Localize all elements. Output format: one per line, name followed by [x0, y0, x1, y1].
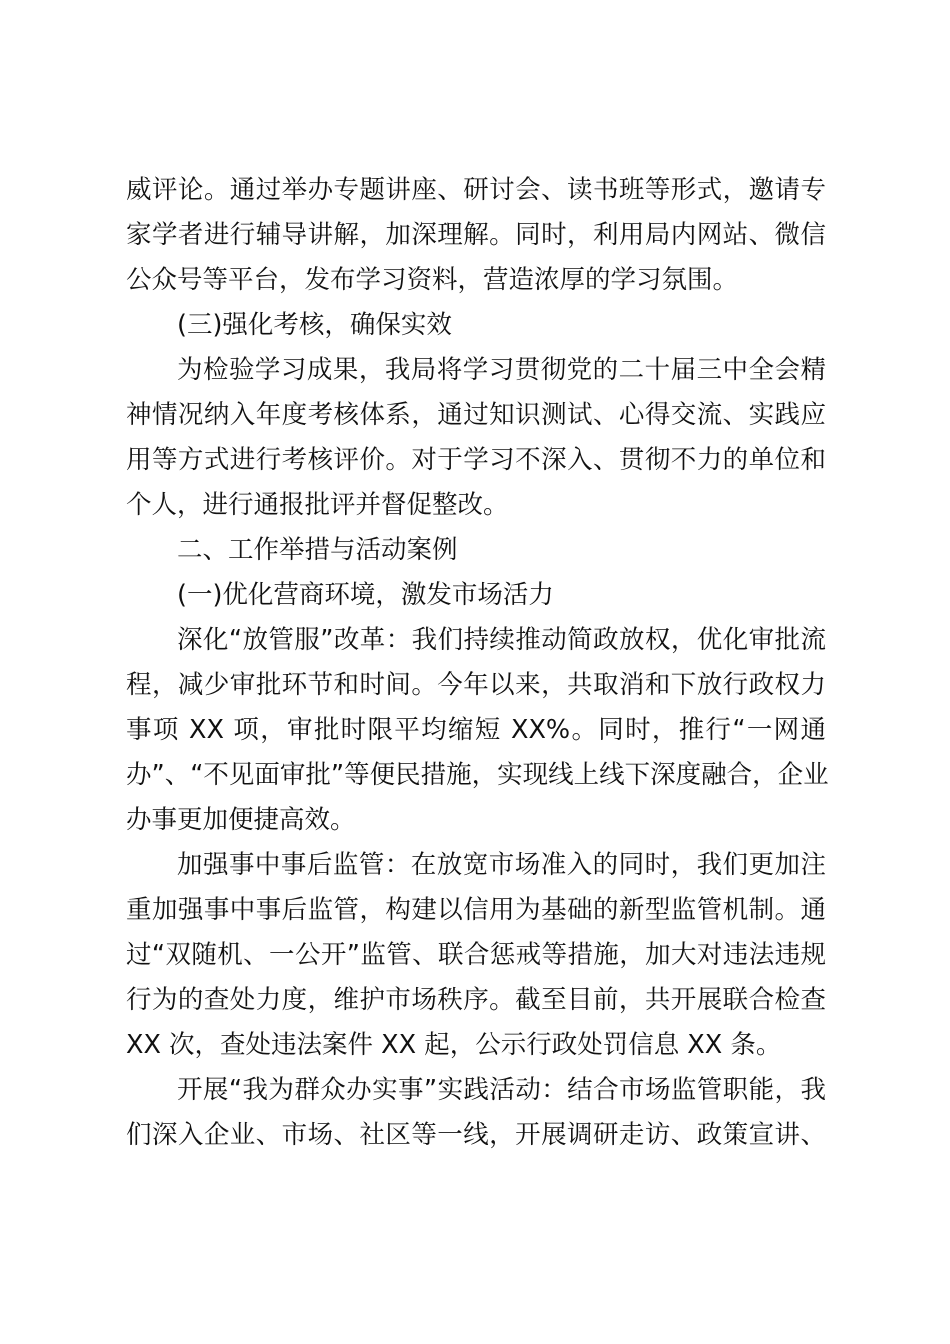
text-line: 开展“我为群众办实事”实践活动：结合市场监管职能，我 [177, 1075, 826, 1105]
text-line: 程，减少审批环节和时间。今年以来，共取消和下放行政权力 [126, 670, 826, 700]
paragraph-assessment [126, 348, 826, 528]
text-line: 办”、“不见面审批”等便民措施，实现线上线下深度融合，企业 [126, 760, 829, 790]
text-line: 家学者进行辅导讲解，加深理解。同时，利用局内网站、微信 [126, 220, 826, 250]
text-line: 们深入企业、市场、社区等一线，开展调研走访、政策宣讲、 [126, 1120, 826, 1150]
paragraph-reform [126, 618, 829, 843]
section-heading-assessment: (三)强化考核，确保实效 [177, 310, 452, 340]
text-line: 过“双随机、一公开”监管、联合惩戒等措施，加大对违法违规 [126, 940, 826, 970]
section-heading-business-environment: (一)优化营商环境，激发市场活力 [177, 580, 554, 610]
text-line: 深化“放管服”改革：我们持续推动简政放权，优化审批流 [177, 625, 826, 655]
text-line: 加强事中事后监管：在放宽市场准入的同时，我们更加注 [177, 850, 826, 880]
paragraph-supervision [126, 843, 826, 1068]
text-line: 公众号等平台，发布学习资料，营造浓厚的学习氛围。 [126, 265, 739, 295]
text-line: XX 次，查处违法案件 XX 起，公示行政处罚信息 XX 条。 [126, 1030, 782, 1060]
text-line: 事项 XX 项，审批时限平均缩短 XX%。同时，推行“一网通 [126, 715, 826, 745]
paragraph-practice-activity [126, 1068, 826, 1158]
text-line: 威评论。通过举办专题讲座、研讨会、读书班等形式，邀请专 [126, 175, 826, 205]
document-body [126, 168, 829, 1158]
text-line: 重加强事中事后监管，构建以信用为基础的新型监管机制。通 [126, 895, 826, 925]
text-line: 为检验学习成果，我局将学习贯彻党的二十届三中全会精 [177, 355, 826, 385]
text-line: 神情况纳入年度考核体系，通过知识测试、心得交流、实践应 [126, 400, 826, 430]
paragraph-study-forms [126, 168, 826, 303]
chapter-heading-measures: 二、工作举措与活动案例 [177, 535, 458, 565]
text-line: 行为的查处力度，维护市场秩序。截至目前，共开展联合检查 [126, 985, 826, 1015]
text-line: 个人，进行通报批评并督促整改。 [126, 490, 509, 520]
text-line: 用等方式进行考核评价。对于学习不深入、贯彻不力的单位和 [126, 445, 826, 475]
text-line: 办事更加便捷高效。 [126, 805, 356, 835]
